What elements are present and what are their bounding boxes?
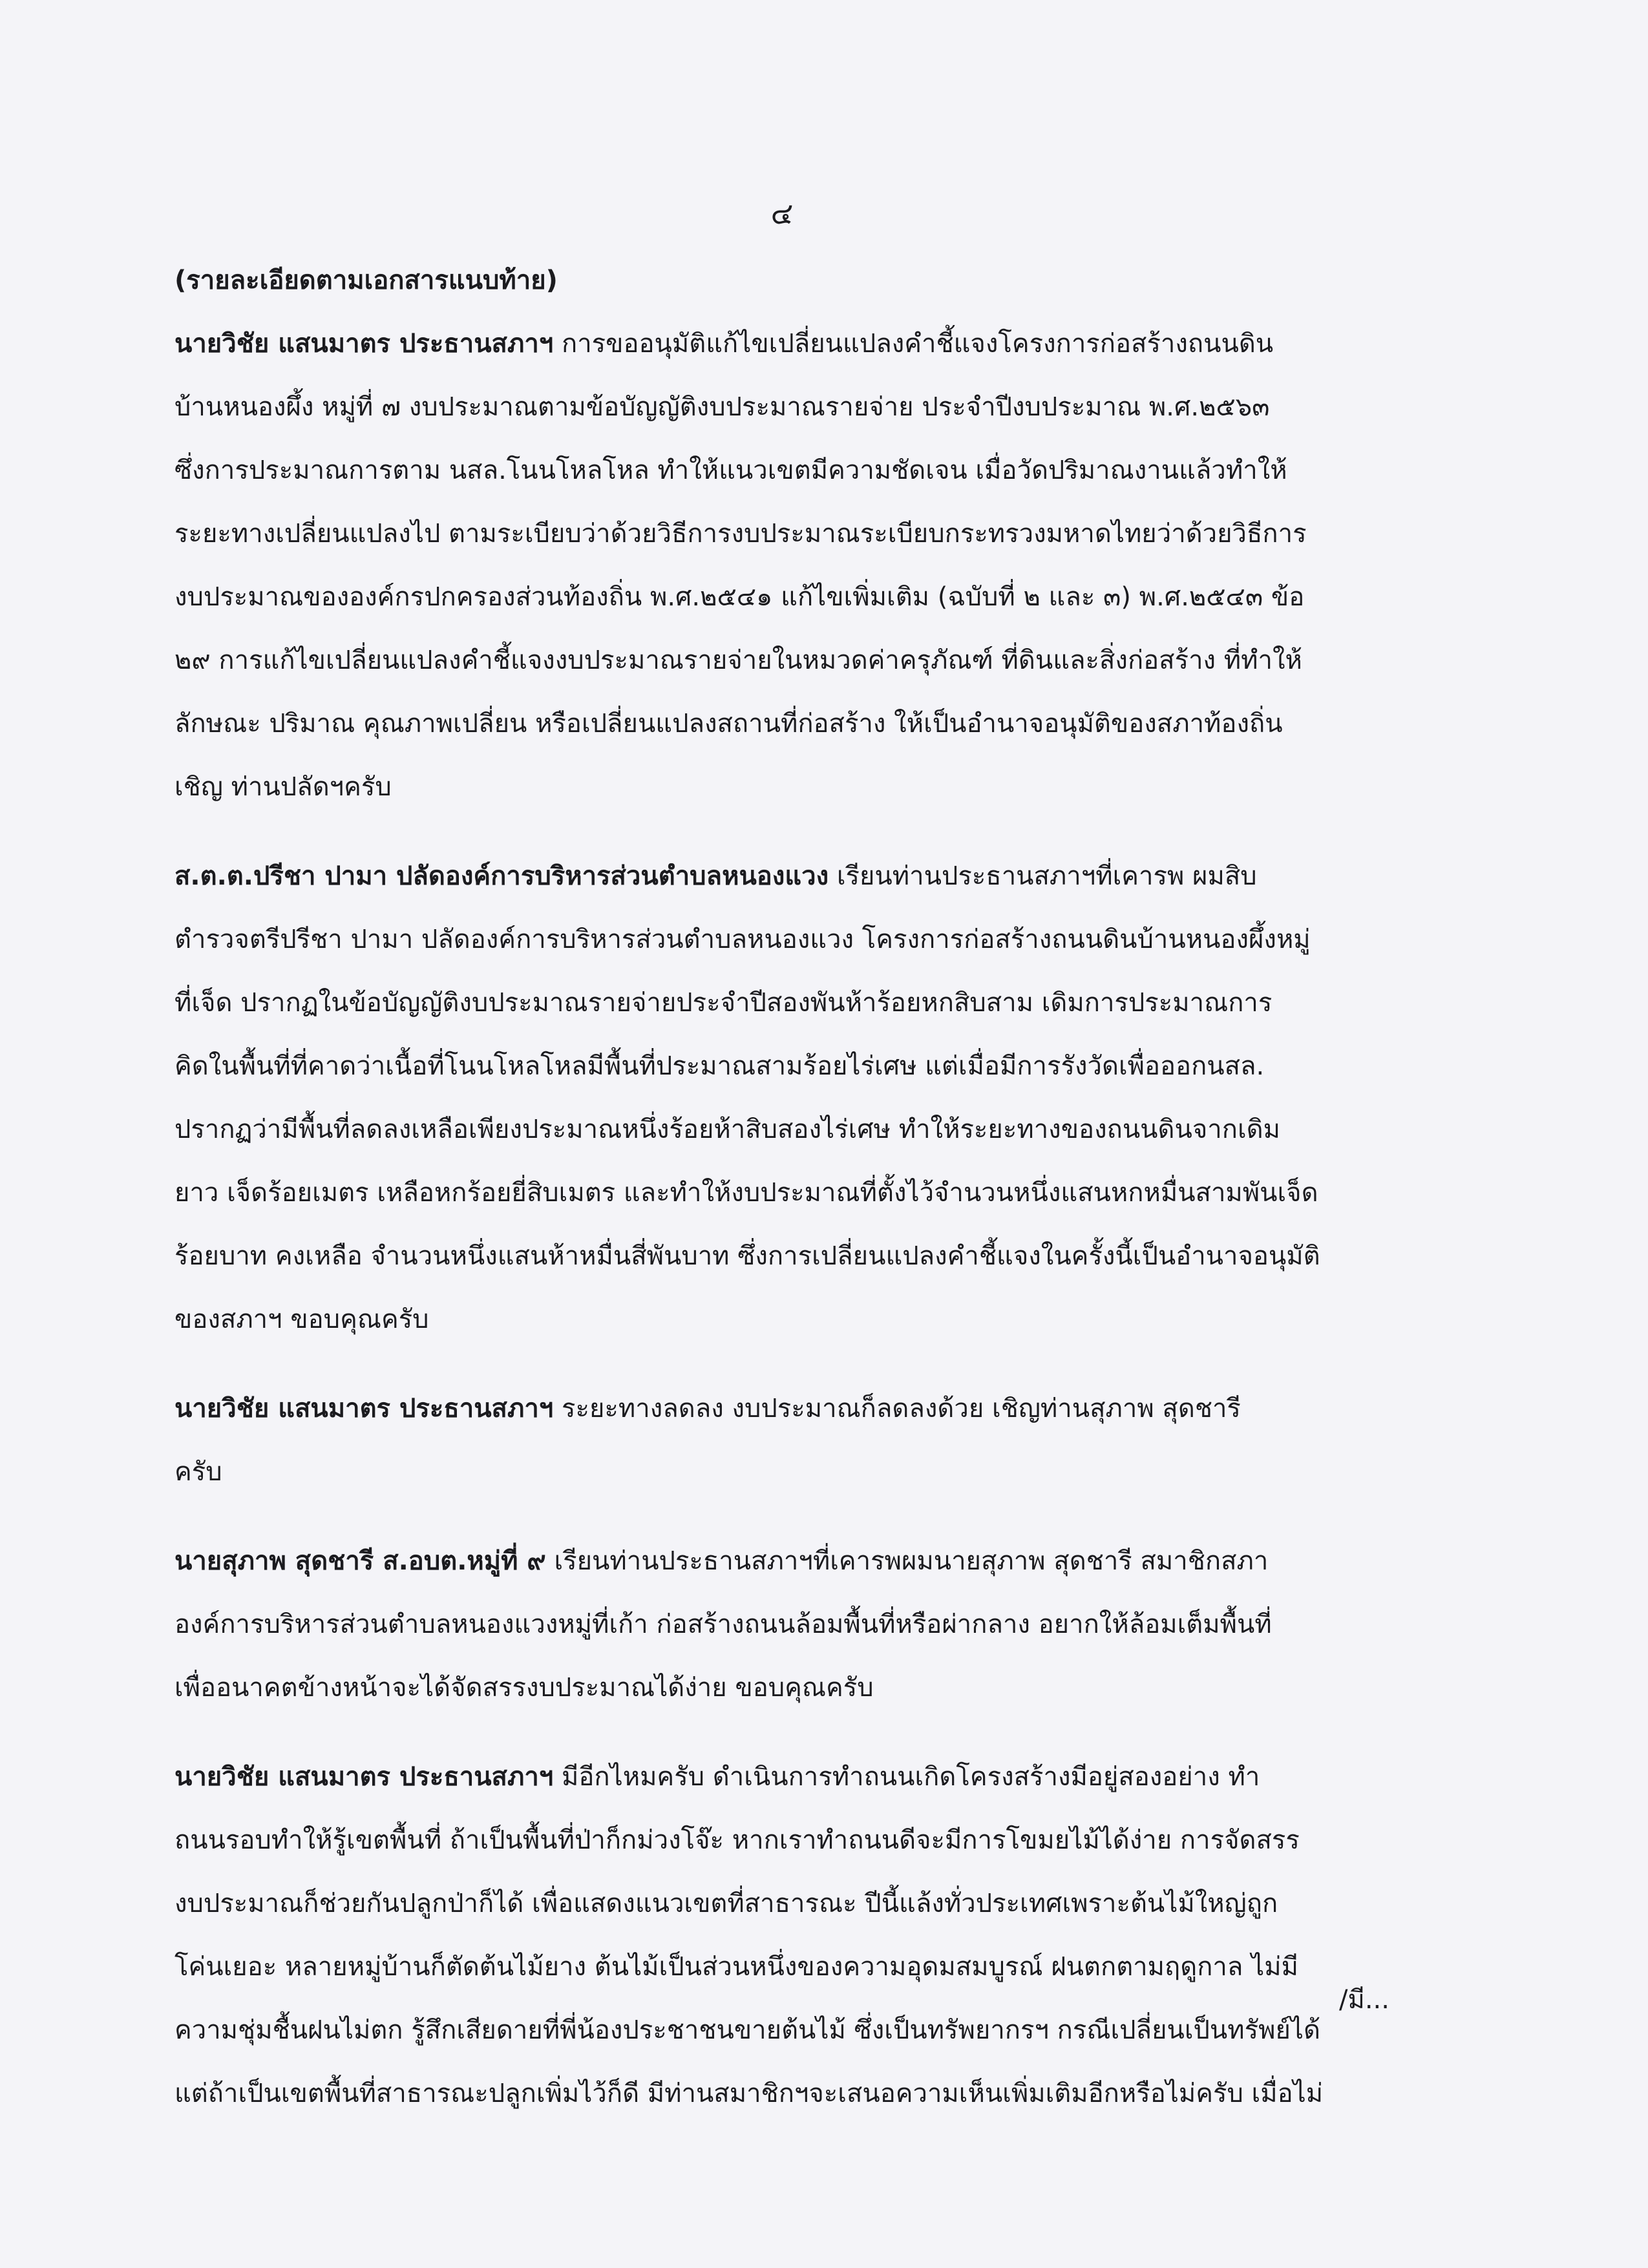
speaker-name: นายสุภาพ สุดชารี ส.อบต.หมู่ที่ ๙ [174,1546,546,1576]
paragraph-line: โค่นเยอะ หลายหมู่บ้านก็ตัดต้นไม้ยาง ต้นไม้เป็นส่วนหนึ่งของความอุดมสมบูรณ์ ฝนตกตามฤดูกาล ไม่มี [174,1952,1298,1982]
paragraph-line: ที่เจ็ด ปรากฏในข้อบัญญัติงบประมาณรายจ่ายประจำปีสองพันห้าร้อยหกสิบสาม เดิมการประมาณการ [174,988,1273,1018]
speaker-name: นายวิชัย แสนมาตร ประธานสภาฯ [174,1394,554,1423]
paragraph-line: งบประมาณก็ช่วยกันปลูกป่าก็ได้ เพื่อแสดงแนวเขตที่สาธารณะ ปีนี้แล้งทั่วประเทศเพราะต้นไม้ใหญ่ถูก [174,1889,1278,1918]
paragraph-line [174,845,1441,908]
paragraph-line: ยาว เจ็ดร้อยเมตร เหลือหกร้อยยี่สิบเมตร และทำให้งบประมาณที่ตั้งไว้จำนวนหนึ่งแสนหกหมื่นสามพันเจ็ด [174,1178,1318,1208]
page-number: ๔ [770,196,794,231]
speaker-name: ส.ต.ต.ปรีชา ปามา ปลัดองค์การบริหารส่วนตำบลหนองแวง [174,861,829,891]
paragraph-line [174,1745,1441,1809]
paragraph-line [174,1377,1441,1440]
paragraph-line: ตำรวจตรีปรีชา ปามา ปลัดองค์การบริหารส่วนตำบลหนองแวง โครงการก่อสร้างถนนดินบ้านหนองผึ้งหมู่ [174,925,1311,954]
speech-text: เรียนท่านประธานสภาฯที่เคารพผมนายสุภาพ สุดชารี สมาชิกสภา [554,1546,1269,1576]
speaker-name: นายวิชัย แสนมาตร ประธานสภาฯ [174,1762,554,1792]
paragraph-line: ครับ [174,1457,222,1487]
paragraph-line: เชิญ ท่านปลัดฯครับ [174,772,392,802]
paragraph-line: ความชุ่มชื้นฝนไม่ตก รู้สึกเสียดายที่พี่น้องประชาชนขายต้นไม้ ซึ่งเป็นทรัพยากรฯ กรณีเปลี่ยนเป็นทรัพย์ได้ [174,2015,1321,2045]
paragraph-line: เพื่ออนาคตข้างหน้าจะได้จัดสรรงบประมาณได้ง่าย ขอบคุณครับ [174,1673,874,1703]
continuation-marker: /มี... [1339,1985,1389,2015]
meeting-minutes-body [174,249,1441,2125]
speech-text: เรียนท่านประธานสภาฯที่เคารพ ผมสิบ [836,861,1257,891]
paragraph-line: องค์การบริหารส่วนตำบลหนองแวงหมู่ที่เก้า ก่อสร้างถนนล้อมพื้นที่หรือผ่ากลาง อยากให้ล้อมเต็มพื้นที่ [174,1610,1272,1639]
paragraph-line: ระยะทางเปลี่ยนแปลงไป ตามระเบียบว่าด้วยวิธีการงบประมาณระเบียบกระทรวงมหาดไทยว่าด้วยวิธีการ [174,519,1307,549]
paragraph-line [174,1529,1441,1593]
speech-text: มีอีกไหมครับ ดำเนินการทำถนนเกิดโครงสร้างมีอยู่สองอย่าง ทำ [561,1762,1260,1792]
paragraph-line [174,312,1441,375]
paragraph-line: ถนนรอบทำให้รู้เขตพื้นที่ ถ้าเป็นพื้นที่ป่าก็กม่วงโจ๊ะ หากเราทำถนนดีจะมีการโขมยไม้ได้ง่าย การจัดสรร [174,1825,1300,1855]
paragraph-line: ลักษณะ ปริมาณ คุณภาพเปลี่ยน หรือเปลี่ยนแปลงสถานที่ก่อสร้าง ให้เป็นอำนาจอนุมัติของสภาท้องถิ่น [174,709,1283,739]
paragraph-line: บ้านหนองผึ้ง หมู่ที่ ๗ งบประมาณตามข้อบัญญัติงบประมาณรายจ่าย ประจำปีงบประมาณ พ.ศ.๒๕๖๓ [174,392,1270,422]
heading: (รายละเอียดตามเอกสารแนบท้าย) [174,266,558,295]
paragraph-line: ๒๙ การแก้ไขเปลี่ยนแปลงคำชี้แจงงบประมาณรายจ่ายในหมวดค่าครุภัณฑ์ ที่ดินและสิ่งก่อสร้าง ที่ทำให้ [174,646,1302,675]
paragraph-line: ปรากฏว่ามีพื้นที่ลดลงเหลือเพียงประมาณหนึ่งร้อยห้าสิบสองไร่เศษ ทำให้ระยะทางของถนนดินจากเดิม [174,1115,1280,1144]
paragraph-line: ของสภาฯ ขอบคุณครับ [174,1305,429,1334]
paragraph-line: ซึ่งการประมาณการตาม นสล.โนนโหลโหล ทำให้แนวเขตมีความชัดเจน เมื่อวัดปริมาณงานแล้วทำให้ [174,456,1287,485]
speech-text: การขออนุมัติแก้ไขเปลี่ยนแปลงคำชี้แจงโครงการก่อสร้างถนนดิน [561,329,1274,359]
speech-text: ระยะทางลดลง งบประมาณก็ลดลงด้วย เชิญท่านสุภาพ สุดชารี [561,1394,1241,1423]
paragraph-line: ร้อยบาท คงเหลือ จำนวนหนึ่งแสนห้าหมื่นสี่พันบาท ซึ่งการเปลี่ยนแปลงคำชี้แจงในครั้งนี้เป็นอำนาจอนุมัติ [174,1241,1320,1271]
paragraph-line: แต่ถ้าเป็นเขตพื้นที่สาธารณะปลูกเพิ่มไว้ก็ดี มีท่านสมาชิกฯจะเสนอความเห็นเพิ่มเติมอีกหรือไม่ครับ เมื่อไม่ [174,2079,1324,2108]
speaker-name: นายวิชัย แสนมาตร ประธานสภาฯ [174,329,554,359]
paragraph-line: งบประมาณขององค์กรปกครองส่วนท้องถิ่น พ.ศ.๒๕๔๑ แก้ไขเพิ่มเติม (ฉบับที่ ๒ และ ๓) พ.ศ.๒๕๔๓ ข้อ [174,582,1305,612]
paragraph-line: คิดในพื้นที่ที่คาดว่าเนื้อที่โนนโหลโหลมีพื้นที่ประมาณสามร้อยไร่เศษ แต่เมื่อมีการรังวัดเพื่อออกนสล. [174,1051,1265,1081]
